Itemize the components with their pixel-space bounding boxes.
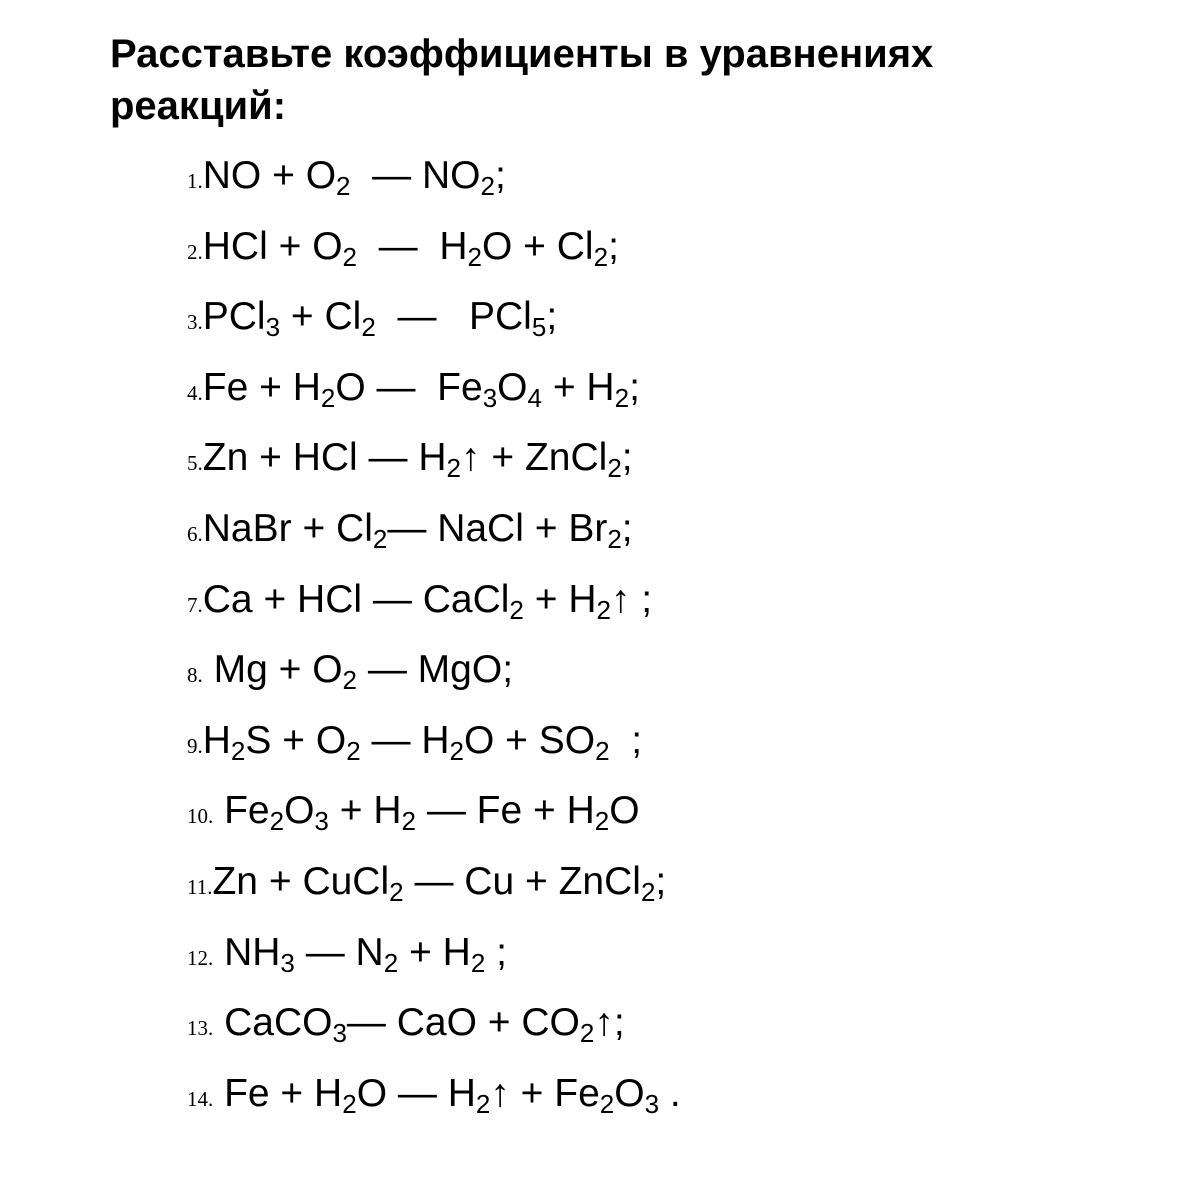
equation-number: 12. — [187, 946, 214, 970]
equation-segment: . — [659, 1072, 681, 1115]
subscript: 3 — [314, 806, 329, 836]
subscript: 2 — [342, 242, 357, 272]
equation-segment: — Cu + ZnCl — [403, 860, 641, 903]
subscript: 3 — [280, 948, 295, 978]
equation-segment: Zn + CuCl — [212, 860, 390, 903]
equation-text — [213, 931, 507, 978]
subscript: 2 — [467, 242, 482, 272]
equation-number: 13. — [187, 1016, 214, 1040]
equation-item — [187, 578, 653, 625]
subscript: 3 — [482, 383, 498, 413]
subscript: 3 — [332, 1018, 347, 1048]
subscript: 2 — [401, 806, 416, 836]
equation-segment: Ca + HCl — CaCl — [202, 578, 510, 621]
equation-number: 9. — [187, 734, 203, 758]
equation-segment: + Cl — [280, 295, 362, 338]
equation-item — [187, 860, 667, 907]
equation-text — [213, 789, 640, 836]
equation-segment: ; — [609, 719, 643, 762]
worksheet-title: Расставьте коэффициенты в уравнениях реакций: — [110, 32, 934, 128]
equation-item — [187, 436, 633, 483]
subscript: 2 — [579, 1018, 595, 1048]
equation-segment: O — [614, 1072, 645, 1115]
equation-segment: — Fe + H — [415, 789, 595, 832]
equation-segment: — CaO + CO — [346, 1001, 580, 1044]
subscript: 2 — [480, 171, 495, 201]
equation-text — [202, 648, 514, 695]
equation-text — [212, 860, 667, 907]
equation-segment: + H — [541, 366, 615, 409]
equation-number: 14. — [187, 1087, 214, 1111]
equation-segment: Fe — [213, 789, 270, 832]
equation-item — [187, 931, 507, 978]
equation-segment: ; — [621, 507, 633, 550]
equation-text — [202, 154, 506, 201]
equation-number: 1. — [187, 169, 203, 193]
subscript: 2 — [599, 1089, 615, 1119]
subscript: 2 — [446, 453, 462, 483]
equation-segment: O — H — [356, 1072, 476, 1115]
equation-segment: + H — [328, 789, 402, 832]
subscript: 2 — [607, 453, 622, 483]
equation-item — [187, 719, 643, 766]
equation-segment: ; — [608, 225, 619, 268]
subscript: 2 — [640, 877, 656, 907]
equation-text — [202, 295, 558, 342]
equation-segment: Zn + HCl — H — [202, 436, 447, 479]
subscript: 2 — [449, 736, 464, 766]
equation-segment: S + O — [245, 719, 347, 762]
subscript: 4 — [527, 383, 542, 413]
equation-item — [187, 295, 558, 342]
equation-number: 5. — [187, 451, 203, 475]
subscript: 2 — [361, 312, 376, 342]
subscript: 2 — [389, 877, 404, 907]
equation-segment: O — [284, 789, 315, 832]
equation-item — [187, 366, 640, 413]
equation-text — [213, 1072, 681, 1119]
equation-number: 10. — [187, 804, 214, 828]
equation-segment: NO + O — [202, 154, 337, 197]
equation-text — [213, 1001, 625, 1048]
equation-segment: ; — [655, 860, 667, 903]
subscript: 2 — [230, 736, 246, 766]
equation-item — [187, 507, 633, 554]
subscript: 2 — [594, 806, 610, 836]
subscript: 2 — [607, 524, 622, 554]
equation-text — [202, 366, 640, 413]
subscript: 2 — [475, 1089, 491, 1119]
equation-number: 11. — [187, 875, 213, 899]
equation-item — [187, 789, 640, 836]
equation-segment: ↑ + ZnCl — [461, 436, 608, 479]
subscript: 5 — [531, 312, 547, 342]
subscript: 2 — [470, 948, 486, 978]
equation-segment: O — [497, 366, 528, 409]
equation-segment: ↑ + Fe — [490, 1072, 600, 1115]
subscript: 3 — [265, 312, 281, 342]
subscript: 2 — [509, 595, 524, 625]
subscript: 2 — [593, 242, 609, 272]
subscript: 2 — [372, 524, 388, 554]
equation-segment: ↑ ; — [610, 578, 653, 621]
equation-text — [202, 507, 633, 554]
equation-item — [187, 1072, 681, 1119]
equation-item — [187, 648, 514, 695]
equation-segment: — PCl — [375, 295, 532, 338]
equation-number: 3. — [187, 310, 203, 334]
equation-item — [187, 1001, 625, 1048]
equation-segment: — NO — [350, 154, 481, 197]
subscript: 2 — [342, 665, 358, 695]
equation-segment: ; — [629, 366, 640, 409]
equation-segment: PCl — [202, 295, 266, 338]
equation-segment: Mg + O — [202, 648, 343, 691]
equation-segment: — H — [357, 225, 468, 268]
equation-segment: O + SO — [463, 719, 596, 762]
equation-segment: ; — [495, 154, 506, 197]
equation-segment: H — [202, 719, 231, 762]
subscript: 2 — [596, 595, 611, 625]
equation-text — [202, 719, 643, 766]
equation-segment: + H — [398, 931, 471, 974]
subscript: 2 — [269, 806, 285, 836]
equation-segment: ; — [485, 931, 507, 974]
equation-segment: O — Fe — [335, 366, 483, 409]
subscript: 2 — [320, 383, 336, 413]
equation-number: 2. — [187, 240, 203, 264]
equation-segment: HCl + O — [202, 225, 343, 268]
subscript: 2 — [346, 736, 361, 766]
equation-number: 7. — [187, 593, 203, 617]
subscript: 2 — [595, 736, 610, 766]
equation-segment: — H — [360, 719, 450, 762]
subscript: 2 — [342, 1089, 357, 1119]
equation-segment: ; — [546, 295, 558, 338]
equation-text — [202, 578, 653, 625]
subscript: 2 — [614, 383, 630, 413]
equation-segment: — NaCl + Br — [387, 507, 608, 550]
equation-item — [187, 154, 506, 201]
equation-item — [187, 225, 619, 272]
equation-segment: ; — [621, 436, 633, 479]
subscript: 2 — [336, 171, 351, 201]
equation-segment: CaCO — [213, 1001, 333, 1044]
subscript: 3 — [644, 1089, 660, 1119]
equation-segment: + H — [523, 578, 597, 621]
equation-text — [202, 225, 619, 272]
equation-segment: O — [609, 789, 640, 832]
equation-text — [202, 436, 633, 483]
equation-number: 6. — [187, 522, 203, 546]
equation-segment: O + Cl — [481, 225, 594, 268]
equation-segment: — MgO; — [357, 648, 514, 691]
equation-number: 4. — [187, 381, 203, 405]
equation-segment: Fe + H — [213, 1072, 343, 1115]
equation-segment: Fe + H — [202, 366, 321, 409]
subscript: 2 — [383, 948, 399, 978]
equation-number: 8. — [187, 663, 203, 687]
equation-segment: NH — [213, 931, 281, 974]
equation-segment: ↑; — [594, 1001, 625, 1044]
equation-segment: NaBr + Cl — [202, 507, 373, 550]
equation-segment: — N — [294, 931, 384, 974]
